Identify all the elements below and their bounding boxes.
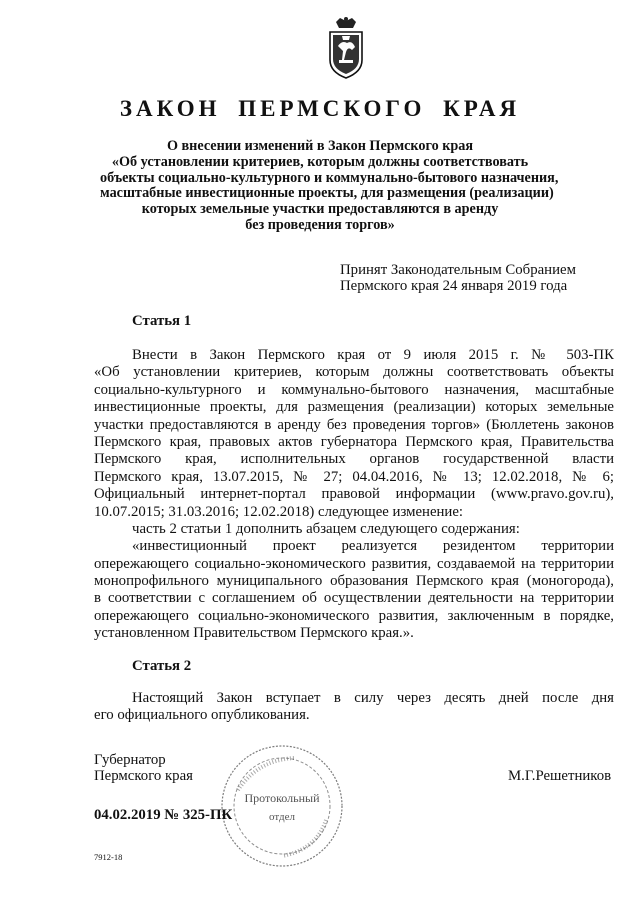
text-line: Пермского края, исполнительных органов государственной власти — [94, 451, 614, 468]
text-line: участки предоставляются в аренду без проведения торгов» (Бюллетень законов — [94, 416, 614, 433]
subtitle-line: «Об установлении критериев, которым должны соответствовать — [111, 153, 529, 170]
text-line: опережающего социально-экономического развития, заключенным в порядке, — [94, 607, 614, 624]
subtitle-line: без проведения торгов» — [245, 216, 395, 233]
text-line: инвестиционные проекты, для размещения (реализации) которых земельные — [94, 399, 614, 416]
subtitle-line: О внесении изменений в Закон Пермского края — [166, 138, 474, 154]
text-line: установленном Правительством Пермского края.». — [94, 625, 414, 642]
adoption-line: Принят Законодательным Собранием — [340, 262, 576, 278]
text-line: часть 2 статьи 1 дополнить абзацем следующего содержания: — [132, 520, 520, 537]
subtitle-line: объекты социально-культурного и коммунально-бытового назначения, — [100, 169, 559, 186]
law-subtitle — [100, 138, 559, 234]
date-and-number: 04.02.2019 № 325-ПК — [94, 807, 233, 823]
article-2-text — [94, 690, 614, 725]
adoption-line: Пермского края 24 января 2019 года — [340, 277, 568, 294]
text-line: опережающего социально-экономического развития, создаваемой на территории — [94, 555, 614, 572]
adoption-note — [340, 263, 576, 294]
stamp-seal — [218, 742, 346, 870]
article-1-heading: Статья 1 — [132, 313, 192, 329]
position-line: Губернатор — [94, 752, 166, 768]
text-line: в соответствии с соглашением об осуществлении деятельности на территории — [94, 590, 614, 607]
article-1-text — [94, 347, 614, 643]
text-line: монопрофильного муниципального образования Пермского края (моногорода), — [94, 573, 614, 590]
law-title: ЗАКОН ПЕРМСКОГО КРАЯ — [119, 96, 521, 121]
subtitle-line: масштабные инвестиционные проекты, для размещения (реализации) — [100, 185, 554, 202]
text-line: «инвестиционный проект реализуется резидентом территории — [132, 538, 614, 555]
text-line: Пермского края, 13.07.2015, № 27; 04.04.2016, № 13; 12.02.2018, № 6; — [94, 468, 614, 485]
text-line: Настоящий Закон вступает в силу через десять дней после дня — [132, 690, 614, 706]
signatory-name: М.Г.Решетников — [508, 768, 612, 784]
position-line: Пермского края — [94, 768, 193, 784]
signatory-position — [94, 752, 193, 784]
text-line: его официального опубликования. — [94, 707, 310, 724]
subtitle-line: которых земельные участки предоставляются в аренду — [141, 201, 499, 218]
stamp-text-line-1: Протокольный — [244, 791, 320, 805]
text-line: Внести в Закон Пермского края от 9 июля 2015 г. № 503-ПК — [132, 347, 614, 363]
text-line: социально-культурного и коммунально-бытового назначения, масштабные — [94, 381, 614, 398]
text-line: «Об установлении критериев, которым должны соответствовать объекты — [94, 364, 614, 381]
text-line: 10.07.2015; 31.03.2016; 12.02.2018) следующее изменение: — [94, 503, 464, 520]
text-line: Пермского края, правовых актов губернатора Пермского края, Правительства — [94, 433, 614, 450]
stamp-text-line-2: отдел — [269, 811, 295, 823]
text-line: Официальный интернет-портал правовой информации (www.pravo.gov.ru), — [94, 486, 614, 503]
coat-of-arms-icon — [322, 16, 370, 80]
article-2-heading: Статья 2 — [132, 658, 192, 674]
document-code: 7912-18 — [94, 852, 123, 862]
